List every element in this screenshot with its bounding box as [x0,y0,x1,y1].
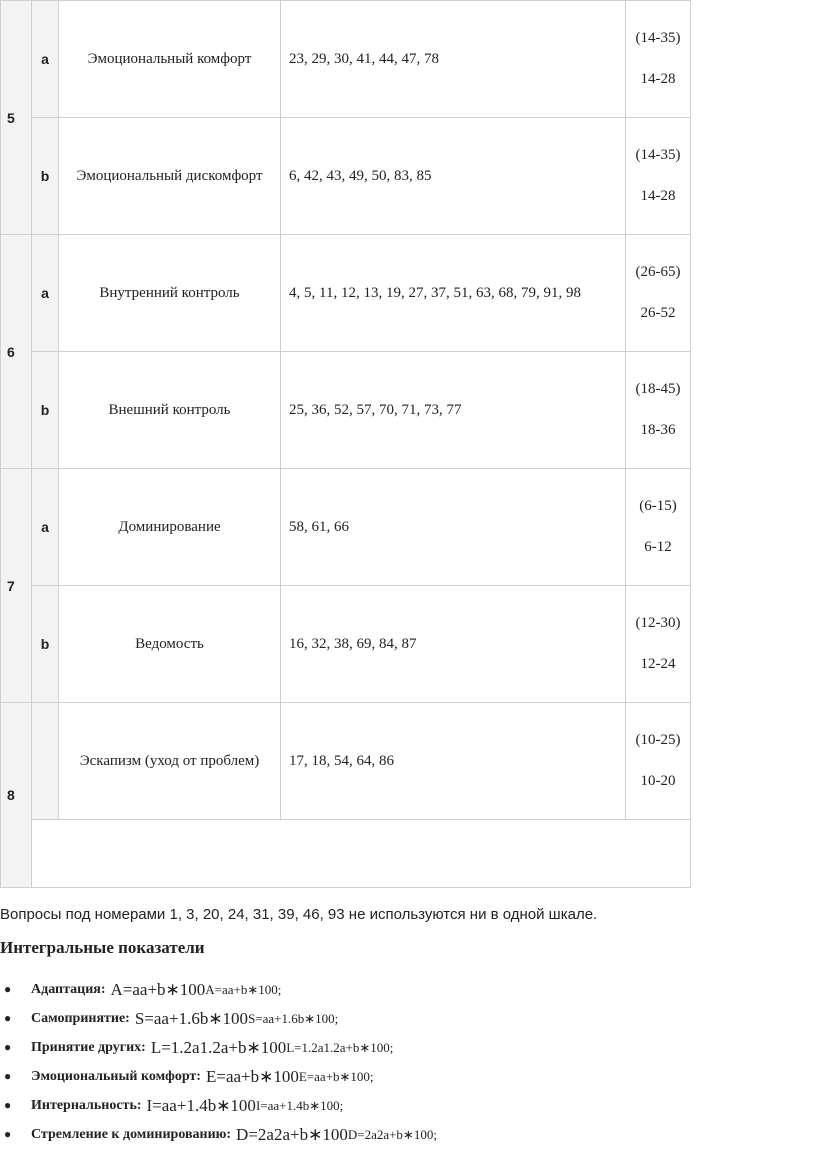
table-row [1,703,691,820]
table-row [1,469,691,586]
group-number: 8 [1,703,32,888]
norm-range: (14-35) [635,30,681,46]
norm-range: (26-65) [635,264,681,280]
bullet-icon: ● [4,1040,12,1054]
scale-items: 58, 61, 66 [281,469,626,586]
list-item [0,1091,816,1120]
formula-inline: A=aa+b∗100; [205,981,282,997]
norm-value: 14-28 [640,71,676,87]
formula-label: Самопринятие: [31,1010,130,1026]
scale-items: 17, 18, 54, 64, 86 [281,703,626,820]
scale-items: 23, 29, 30, 41, 44, 47, 78 [281,1,626,118]
formula-inline: S=aa+1.6b∗100; [248,1010,339,1026]
formula-label: Интернальность: [31,1097,142,1113]
scale-items: 6, 42, 43, 49, 50, 83, 85 [281,118,626,235]
formula-inline: I=aa+1.4b∗100; [255,1097,344,1113]
table-row [1,352,691,469]
norm-range: (18-45) [635,381,681,397]
norm-value: 12-24 [640,656,676,672]
formula-main: A=aa+b∗100 [110,979,206,999]
table-row-empty [1,820,691,888]
norm-range: (14-35) [635,147,681,163]
scale-norm [626,118,691,235]
formula-inline: E=aa+b∗100; [298,1068,374,1084]
subscale-letter: a [32,469,59,586]
subscale-letter [32,703,59,820]
formula-label: Адаптация: [31,981,106,997]
scale-norm [626,703,691,820]
list-item [0,1033,816,1062]
list-item [0,1062,816,1091]
scale-items: 16, 32, 38, 69, 84, 87 [281,586,626,703]
scale-name: Ведомость [59,586,281,703]
norm-value: 18-36 [640,422,676,438]
norm-value: 6-12 [644,539,672,555]
table-row [1,1,691,118]
group-number: 5 [1,1,32,235]
scale-norm [626,1,691,118]
table-row [1,118,691,235]
formula-main: D=2a2a+b∗100 [236,1124,348,1144]
scale-name: Внутренний контроль [59,235,281,352]
formula-inline: L=1.2a1.2a+b∗100; [286,1039,394,1055]
formula-label: Эмоциональный комфорт: [31,1068,201,1084]
formula-list [0,975,816,1149]
bullet-icon: ● [4,1011,12,1025]
scale-items: 4, 5, 11, 12, 13, 19, 27, 37, 51, 63, 68, 79, 91, 98 [281,235,626,352]
scale-items: 25, 36, 52, 57, 70, 71, 73, 77 [281,352,626,469]
norm-value: 10-20 [640,773,676,789]
list-item [0,975,816,1004]
subscale-letter: b [32,586,59,703]
scale-name: Эскапизм (уход от проблем) [59,703,281,820]
formula-label: Принятие других: [31,1039,146,1055]
table-row [1,586,691,703]
norm-range: (12-30) [635,615,681,631]
group-number: 7 [1,469,32,703]
scale-name: Доминирование [59,469,281,586]
formula-main: I=aa+1.4b∗100 [146,1095,256,1115]
bullet-icon: ● [4,1098,12,1112]
formula-main: S=aa+1.6b∗100 [134,1008,249,1028]
subscale-letter: b [32,118,59,235]
formula-label: Стремление к доминированию: [31,1126,232,1142]
bullet-icon: ● [4,1069,12,1083]
scale-name: Эмоциональный комфорт [59,1,281,118]
bullet-icon: ● [4,982,12,996]
list-item [0,1004,816,1033]
empty-cell [32,820,691,888]
formula-main: E=aa+b∗100 [205,1066,299,1086]
bullet-icon: ● [4,1127,12,1141]
norm-range: (10-25) [635,732,681,748]
group-number: 6 [1,235,32,469]
subscale-letter: b [32,352,59,469]
norm-value: 26-52 [640,305,676,321]
scale-norm [626,586,691,703]
subscale-letter: a [32,235,59,352]
formula-inline: D=2a2a+b∗100; [347,1126,437,1142]
norm-value: 14-28 [640,188,676,204]
formula-main: L=1.2a1.2a+b∗100 [150,1037,287,1057]
scale-norm [626,469,691,586]
list-item [0,1120,816,1149]
scale-name: Внешний контроль [59,352,281,469]
unused-questions-note: Вопросы под номерами 1, 3, 20, 24, 31, 39, 46, 93 не используются ни в одной шкале. [0,906,598,923]
scale-norm [626,352,691,469]
scale-norm [626,235,691,352]
section-heading: Интегральные показатели [0,938,205,957]
subscale-letter: a [32,1,59,118]
scale-name: Эмоциональный дискомфорт [59,118,281,235]
norm-range: (6-15) [639,498,677,514]
table-row [1,235,691,352]
